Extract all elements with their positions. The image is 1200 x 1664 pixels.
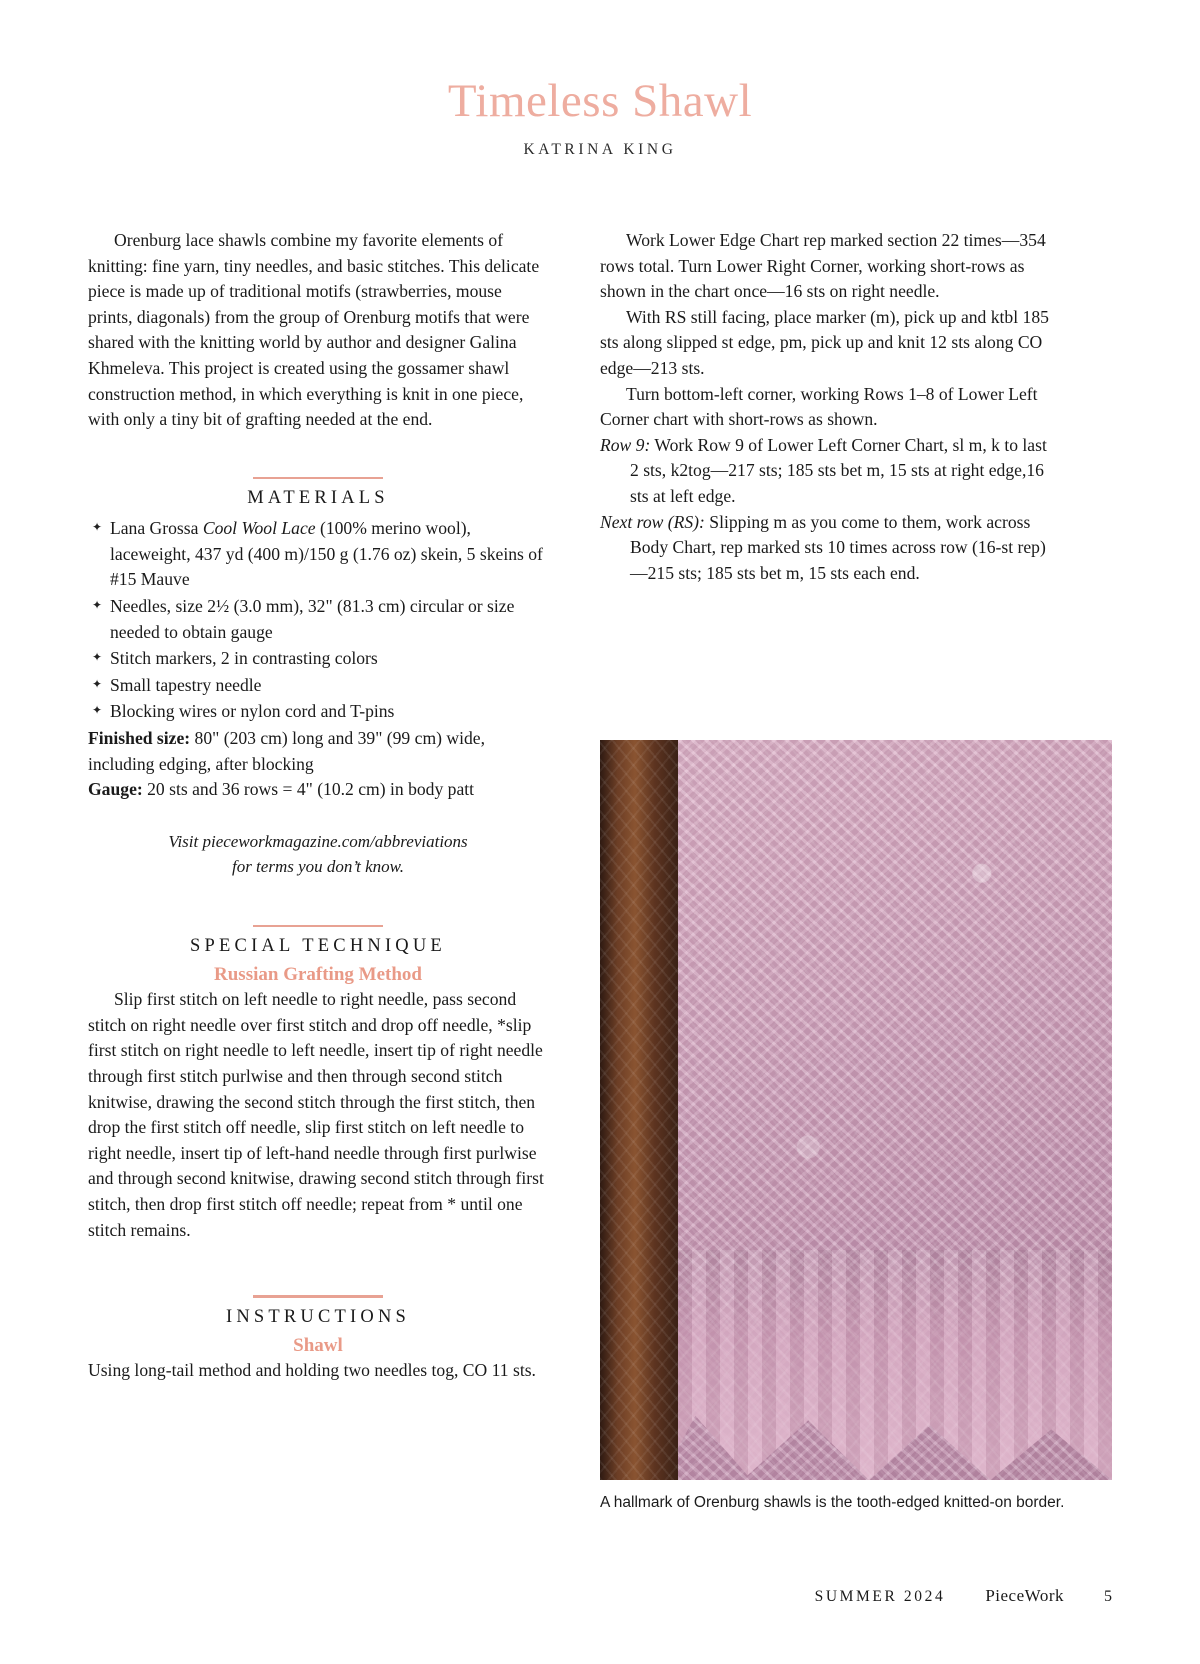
instructions-heading: INSTRUCTIONS: [225, 1306, 411, 1327]
list-item: [88, 516, 548, 593]
material-post: Stitch markers, 2 in contrasting colors: [110, 648, 378, 669]
material-post: Blocking wires or nylon cord and T-pins: [110, 701, 395, 722]
special-technique-subhead: Russian Grafting Method: [214, 964, 422, 986]
footer-brand: PieceWork: [985, 1586, 1064, 1605]
bullet-icon: ✦: [92, 703, 103, 718]
title-block: [0, 75, 1200, 159]
material-post: Needles, size 2½ (3.0 mm), 32" (81.3 cm) circular or size needed to obtain gauge: [110, 596, 515, 642]
right-paragraph-1: Work Lower Edge Chart rep marked section 22 times—354 rows total. Turn Lower Right Corner, working short-rows as shown in the chart once—16 sts on right needle.: [600, 230, 1046, 302]
nextrow-label: Next row (RS):: [600, 511, 705, 532]
section-divider: [253, 1295, 383, 1298]
author-byline: KATRINA KING: [523, 141, 677, 158]
materials-list: [88, 516, 548, 725]
bullet-icon: ✦: [92, 520, 103, 535]
list-item: [88, 673, 548, 699]
finished-size-value: 80" (203 cm) long and 39" (99 cm) wide, including edging, after blocking: [88, 728, 485, 774]
page-footer: [88, 1586, 1112, 1606]
abbreviations-note-line2: for terms you don’t know.: [231, 856, 405, 876]
row9-text: Work Row 9 of Lower Left Corner Chart, sl m, k to last 2 sts, k2tog—217 sts; 185 sts bet m, 15 sts at right edge,16 sts at left edge.: [630, 434, 1047, 506]
finished-size-label: Finished size:: [88, 728, 191, 748]
footer-page-number: 5: [1104, 1588, 1112, 1605]
photo-figure: [600, 740, 1112, 1513]
material-italic: Cool Wool Lace: [202, 518, 316, 539]
gauge-value: 20 sts and 36 rows = 4" (10.2 cm) in body patt: [142, 779, 475, 800]
row9-instruction: [600, 433, 1060, 510]
special-technique-body: Slip first stitch on left needle to right needle, pass second stitch on right needle over first stitch and drop off needle, *slip first stitch on right needle to left needle, insert tip of right needle through first stitch purlwise and then through second stitch knitwise, drawing the second stitch through the first stitch, then drop the first stitch off needle, slip first stitch on left needle to right needle, insert tip of left-hand needle through first purlwise and through second knitwise, drawing second stitch through first stitch, then drop first stitch off needle; repeat from * until one stitch remains.: [88, 989, 544, 1240]
instructions-body: Using long-tail method and holding two needles tog, CO 11 sts.: [88, 1359, 536, 1380]
materials-heading: MATERIALS: [247, 488, 389, 509]
material-post: Small tapestry needle: [110, 674, 262, 695]
material-pre: Lana Grossa: [110, 518, 203, 539]
list-item: [88, 594, 548, 645]
section-divider: [253, 477, 383, 480]
footer-issue: SUMMER 2024: [814, 1588, 946, 1605]
gauge-label: Gauge:: [88, 779, 143, 800]
shawl-photo: [600, 740, 1112, 1480]
special-technique-heading: SPECIAL TECHNIQUE: [190, 936, 446, 957]
instructions-subhead: Shawl: [293, 1334, 343, 1356]
intro-paragraph: Orenburg lace shawls combine my favorite elements of knitting: fine yarn, tiny needles, and basic stitches. This delicate piece is made up of traditional motifs (strawberries, mouse prints, diagonals) from the group of Orenburg motifs that were shared with the knitting world by author and designer Galina Khmeleva. This project is created using the gossamer shawl construction method, in which everything is knit in one piece, with only a tiny bit of grafting needed at the end.: [88, 230, 540, 430]
abbreviations-note-line1: Visit pieceworkmagazine.com/abbreviations: [168, 831, 468, 851]
abbreviations-note: [88, 829, 548, 879]
list-item: [88, 699, 548, 725]
special-technique-section: [88, 925, 548, 1243]
nextrow-instruction: [600, 510, 1060, 587]
page-title: Timeless Shawl: [447, 75, 753, 127]
gauge-line: [88, 777, 548, 803]
list-item: [88, 646, 548, 672]
materials-section: [88, 477, 548, 879]
bullet-icon: ✦: [92, 598, 103, 613]
nextrow-text: Slipping m as you come to them, work across Body Chart, rep marked sts 10 times across row (16-st rep)—215 sts; 185 sts bet m, 15 sts each end.: [630, 511, 1046, 583]
row9-label: Row 9:: [600, 434, 651, 455]
instructions-section: [88, 1295, 548, 1383]
photo-wood-beam: [600, 740, 678, 1480]
material-post: (100% merino wool), laceweight, 437 yd (400 m)/150 g (1.76 oz) skein, 5 skeins of #15 Mauve: [110, 518, 543, 590]
section-divider: [253, 925, 383, 928]
bullet-icon: ✦: [92, 650, 103, 665]
photo-caption: A hallmark of Orenburg shawls is the tooth-edged knitted-on border.: [600, 1494, 1065, 1511]
left-column: [88, 228, 548, 1383]
right-paragraph-3: Turn bottom-left corner, working Rows 1–8 of Lower Left Corner chart with short-rows as shown.: [600, 383, 1038, 430]
finished-size-line: [88, 726, 548, 777]
bullet-icon: ✦: [92, 676, 103, 691]
right-paragraph-2: With RS still facing, place marker (m), pick up and ktbl 185 sts along slipped st edge, pm, pick up and knit 12 sts along CO edge—213 sts.: [600, 306, 1049, 378]
